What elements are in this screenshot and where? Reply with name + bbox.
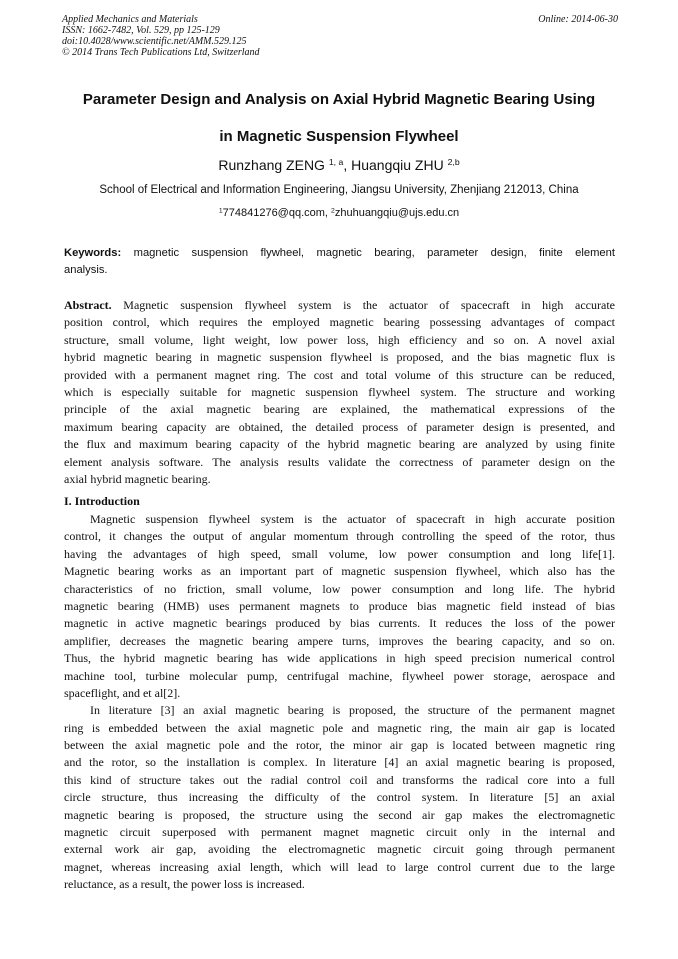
journal-name: Applied Mechanics and Materials <box>62 14 198 25</box>
section-heading-introduction: I. Introduction <box>64 494 140 508</box>
intro-line: having the advantages of high speed, small volume, low power consumption and long life[1]. <box>64 546 615 561</box>
keywords-section <box>64 245 615 279</box>
abstract-line: element analysis software. The analysis results validate the correctness of parameter design on the <box>64 454 615 469</box>
keywords-label: Keywords: <box>64 247 122 259</box>
author-1-name: Runzhang ZENG <box>218 157 325 173</box>
keywords-line <box>64 245 615 262</box>
intro-line: Thus, the hybrid magnetic bearing has wide applications in high speed precision numerical control <box>64 651 615 666</box>
intro-line: amplifier, decreases the magnetic bearing ampere turns, improves the bearing capacity, and so on. <box>64 633 615 648</box>
paper-title-line-2: in Magnetic Suspension Flywheel <box>219 128 459 145</box>
email-1-sup: 1 <box>218 207 223 215</box>
issn-line: ISSN: 1662-7482, Vol. 529, pp 125-129 <box>62 25 220 36</box>
intro-line: machine tool, turbine molecular pump, centrifugal machine, flywheel power storage, aerospace and <box>64 668 615 683</box>
keywords-line: analysis. <box>64 264 108 276</box>
paper-title-line-1: Parameter Design and Analysis on Axial Hybrid Magnetic Bearing Using <box>82 91 596 108</box>
abstract-line <box>64 297 615 314</box>
abstract-label: Abstract. <box>64 298 112 312</box>
intro-line: magnetic circuit superposed with permanent magnet magnetic circuit only in the internal and <box>64 825 615 840</box>
email-2-sup: 2 <box>331 207 335 215</box>
intro-line: Magnetic suspension flywheel system is the actuator of spacecraft in high accurate position <box>90 512 615 526</box>
author-2-sup: 2,b <box>447 157 460 168</box>
intro-line: magnetic bearing is proposed, the structure using the second air gap makes the electromagnetic <box>64 807 615 822</box>
intro-line: Magnetic bearing works as an important part of magnetic suspension flywheel, which also has the <box>64 564 615 579</box>
abstract-line: maximum bearing capacity are obtained, the detailed process of parameter design is presented, and <box>64 419 615 434</box>
abstract-line: principle of the axial magnetic bearing are explained, the mathematical expressions of the <box>64 402 615 417</box>
intro-line: circle structure, thus increasing the difficulty of the control system. In literature [5] an axial <box>64 790 615 805</box>
intro-line: characteristics of no friction, small volume, low power consumption and long life. The hybrid <box>64 581 615 596</box>
intro-line: and the rotor, so the installation is complex. In literature [4] an axial magnetic bearing is proposed, <box>64 755 615 770</box>
keywords-text-1: magnetic suspension flywheel, magnetic bearing, parameter design, finite element <box>121 247 615 259</box>
introduction-section <box>64 511 615 894</box>
intro-line: between the axial magnetic pole and the rotor, the minor air gap is located between magnetic ring <box>64 738 615 753</box>
intro-line: ring is embedded between the axial magnetic pole and magnetic ring, the main air gap is located <box>64 720 615 735</box>
abstract-text-1: Magnetic suspension flywheel system is the actuator of spacecraft in high accurate <box>111 298 615 312</box>
author-1-sup: 1, a <box>328 157 344 168</box>
intro-line: magnet, whereas increasing axial length, which will lead to large control current due to the large <box>64 859 615 874</box>
affiliation: School of Electrical and Information Engineering, Jiangsu University, Zhenjiang 212013, China <box>99 184 579 196</box>
intro-line: this kind of structure takes out the radial control coil and transforms the radical core into a full <box>64 772 615 787</box>
email-2: zhuhuangqiu@ujs.edu.cn <box>334 207 460 219</box>
intro-line: spaceflight, and et al[2]. <box>64 685 181 700</box>
abstract-section <box>64 297 615 488</box>
abstract-line: position control, which requires the employed magnetic bearing possessing advantages of compact <box>64 315 615 330</box>
author-separator: , <box>343 157 352 173</box>
author-2-name: Huangqiu ZHU <box>351 157 444 173</box>
abstract-line: structure, small volume, light weight, low power loss, high efficiency and so on. A novel axial <box>64 332 615 347</box>
intro-line: reluctance, as a result, the power loss is increased. <box>64 877 305 892</box>
email-line <box>40 207 638 219</box>
abstract-line: which is especially suitable for magnetic suspension flywheel system. The structure and working <box>64 384 615 399</box>
intro-line: In literature [3] an axial magnetic bearing is proposed, the structure of the permanent magnet <box>90 703 615 718</box>
online-date: Online: 2014-06-30 <box>538 14 618 25</box>
journal-header <box>62 14 618 58</box>
doi-line: doi:10.4028/www.scientific.net/AMM.529.125 <box>62 36 247 47</box>
intro-line: magnetic in active magnetic bearings produced by bias currents. It reduces the loss of the power <box>64 616 615 631</box>
abstract-line: provided with a permanent magnet ring. The cost and total volume of this structure can be reduced, <box>64 367 615 382</box>
copyright-line: © 2014 Trans Tech Publications Ltd, Switzerland <box>62 47 260 58</box>
email-1: 774841276@qq.com, <box>222 207 332 219</box>
abstract-line: axial hybrid magnetic bearing. <box>64 471 211 486</box>
intro-line: magnetic bearing (HMB) uses permanent magnets to produce bias magnetic field instead of bias <box>64 598 615 613</box>
intro-line: control, it changes the output of angular momentum through controlling the speed of the rotor, thus <box>64 529 615 544</box>
abstract-line: the flux and maximum bearing capacity of the hybrid magnetic bearing are analyzed by using finite <box>64 437 615 452</box>
intro-line: external work air gap, avoiding the electromagnetic magnetic circuit going through permanent <box>64 842 615 857</box>
abstract-line: hybrid magnetic bearing in magnetic suspension flywheel is proposed, and the bias magnetic flux is <box>64 350 615 365</box>
author-line <box>40 157 638 173</box>
